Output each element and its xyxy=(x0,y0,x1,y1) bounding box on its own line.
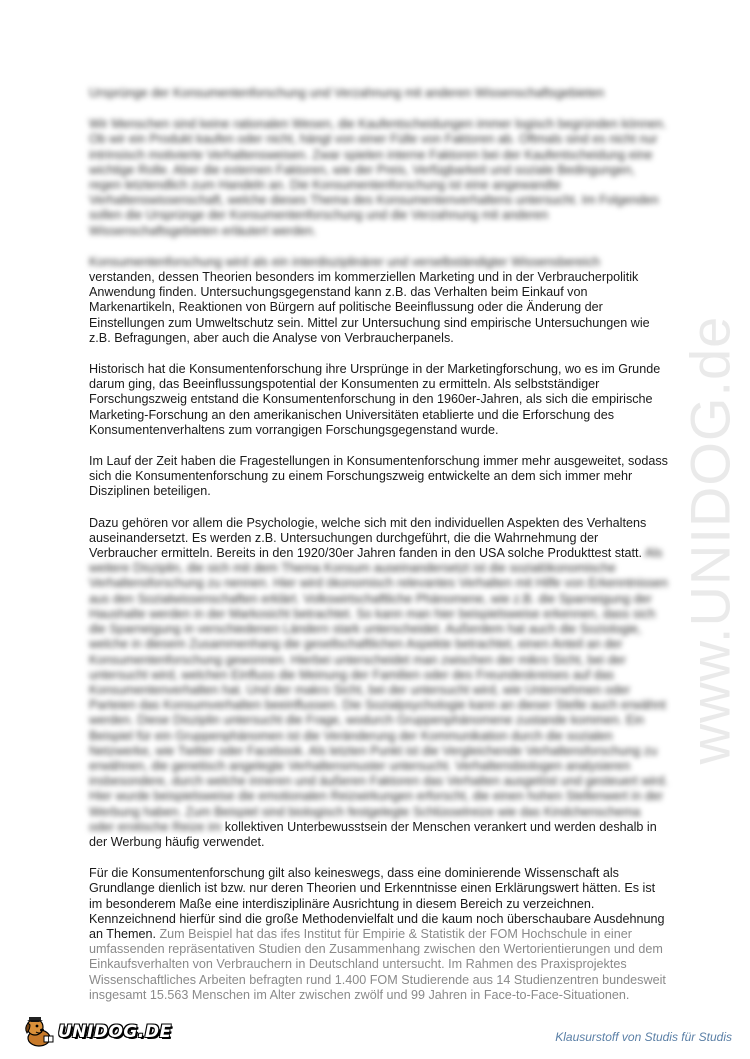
footer-tagline: Klausurstoff von Studis für Studis xyxy=(555,1030,732,1044)
paragraph-conclusion xyxy=(89,866,669,1003)
paragraph-disciplines xyxy=(89,516,669,850)
paragraph-conclusion-text: Für die Konsumentenforschung gilt also keineswegs, dass eine dominierende Wissenschaft als Grundlange dienlich ist bzw. nur deren Theorien und Erkenntnisse einen Erklärungswert hätten. Es ist im besonderem Maße eine interdisziplinäre Ausrichtung in diesem Bereich zu verzeichnen. Kennzeichnend hierfür sind die große Methodenvielfalt und die kaum noch überschaubare Ausdehnung an Themen. xyxy=(89,866,665,941)
paragraph-history: Historisch hat die Konsumentenforschung ihre Ursprünge in der Marketingforschung, wo es im Grunde darum ging, das Beeinflussungspotential der Konsumenten zu ermitteln. Als selbstständiger Forschungszweig entstand die Konsumentenforschung in den 1960er-Jahren, als sich die empirische Marketing-Forschung an den amerikanischen Universitäten etablierte und die Erforschung des Konsumentenverhaltens zum vorrangigen Forschungsgegenstand wurde. xyxy=(89,362,661,437)
dog-mascot-icon xyxy=(22,1016,56,1048)
document-title: Ursprünge der Konsumentenforschung und Verzahnung mit anderen Wissenschaftsgebieten xyxy=(89,86,605,100)
unidog-logo[interactable] xyxy=(22,1016,172,1048)
paragraph-disciplines-blurred: Als weitere Disziplin, die sich mit dem Thema Konsum auseinandersetzt ist die sozialökonomische Verhaltensforschung zu nennen. Hier wird ökonomisch relevantes Verhalten mit Hilfe von Erkenntnissen aus den Sozialwissenschaften erklärt. Volkswirtschaftliche Phänomene, wie z.B. die Sparneigung der Haushalte werden in der Markosicht betrachtet. So kann man hier beispielsweise erkennen, dass sich die Sparneigung in verschiedenen Ländern stark unterscheidet. Außerdem hat auch die Soziologie, welche in diesem Zusammenhang die gesellschaftlichen Aspekte betrachtet, einen Anteil an der Konsumentenforschung gewonnen. Hierbei unterscheidet man zwischen der mikro Sicht, bei der untersucht wird, welchen Einfluss die Meinung der Familien oder des Freundeskreises auf das Konsumentenverhalten hat. Und der makro Sicht, bei der untersucht wird, wie Unternehmen oder Parteien das Konsumverhalten beeinflussen. Die Sozialpsychologie kann an dieser Stelle auch erwähnt werden. Diese Disziplin untersucht die Frage, wodurch Gruppenphänomene zustande kommen. Ein Beispiel für ein Gruppenphänomen ist die Veränderung der Kommunikation durch die sozialen Netzwerke, wie Twitter oder Facebook. Als letzten Punkt ist die Vergleichende Verhaltensforschung zu erwähnen, die genetisch angelegte Verhaltensmuster untersucht. Verhaltensbiologen analysieren insbesondere, durch welche inneren und äußeren Faktoren das Verhalten ausgelöst und gesteuert wird. Hier wurde beispielsweise die emotionalen Reizwirkungen erforscht, die einen hohen Stellenwert in der Werbung haben. Zum Beispiel sind biologisch festgelegte Schlüsselreize wie das Kindchenschema oder erotische Reize im xyxy=(89,546,668,834)
paragraph-definition xyxy=(89,255,669,346)
paragraph-disciplines-tail: kollektiven Unterbewusstsein der Menschen verankert und werden deshalb in der Werbung häufig verwendet. xyxy=(89,819,657,849)
paragraph-conclusion-example: Zum Beispiel hat das ifes Institut für Empirie & Statistik der FOM Hochschule in einer umfassenden repräsentativen Studien den Zusammenhang zwischen den Wertorientierungen und dem Einkaufsverhalten von Verbrauchern in Deutschland untersucht. Im Rahmen des Praxisprojektes Wissenschaftliches Arbeiten befragten rund 1.400 FOM Studierende aus 14 Studienzentren bundesweit insgesamt 15.563 Menschen im Alter zwischen zwölf und 99 Jahren in Face-to-Face-Situationen. xyxy=(89,926,666,1002)
paragraph-disciplines-text: Dazu gehören vor allem die Psychologie, welche sich mit den individuellen Aspekten des Verhaltens auseinandersetzt. Es werden z.B. Untersuchungen durchgeführt, die die Wahrnehmung der Verbraucher ermitteln. Bereits in den 1920/30er Jahren fanden in den USA solche Produkttest statt. xyxy=(89,515,647,561)
paragraph-expansion: Im Lauf der Zeit haben die Fragestellungen in Konsumentenforschung immer mehr ausgeweitet, sodass sich die Konsumentenforschung zu einem Forschungszweig entwickelte an dem sich immer mehr Disziplinen beteiligen. xyxy=(89,454,668,499)
watermark-text: www.UNIDOG.de xyxy=(678,315,742,765)
document-body xyxy=(89,86,669,1019)
paragraph-definition-text: verstanden, dessen Theorien besonders im kommerziellen Marketing und in der Verbraucherpolitik Anwendung finden. Untersuchungsgegenstand kann z.B. das Verhalten beim Einkauf von Markenartikeln, Reaktionen von Bürgern auf politische Beeinflussung oder die Änderung der Einstellungen zum Umweltschutz sein. Mittel zur Untersuchung sind empirische Untersuchungen wie z.B. Befragungen, aber auch die Analyse von Verbraucherpanels. xyxy=(89,270,650,345)
paragraph-definition-blurred: Konsumentenforschung wird als ein interdisziplinärer und verselbständigter Wissensbereich xyxy=(89,254,601,269)
intro-paragraph: Wir Menschen sind keine rationalen Wesen, die Kaufentscheidungen immer logisch begründen können. Ob wir ein Produkt kaufen oder nicht, hängt von einer Fülle von Faktoren ab. Oftmals sind es nicht nur intrinsisch motivierte Verhaltensweisen. Zwar spielen interne Faktoren bei der Kaufentscheidung eine wichtige Rolle. Aber die externen Faktoren, wie der Preis, Verfügbarkeit und soziale Bedingungen, regen letztendlich zum Handeln an. Die Konsumentenforschung ist eine angewandte Verhaltenswissenschaft, welche dieses Thema des Konsumentenverhaltens untersucht. Im Folgenden sollen die Ursprünge der Konsumentenforschung und die Verzahnung mit anderen Wissenschaftsgebieten erläutert werden. xyxy=(89,117,667,238)
logo-text: UNIDOG.DE xyxy=(58,1022,172,1042)
